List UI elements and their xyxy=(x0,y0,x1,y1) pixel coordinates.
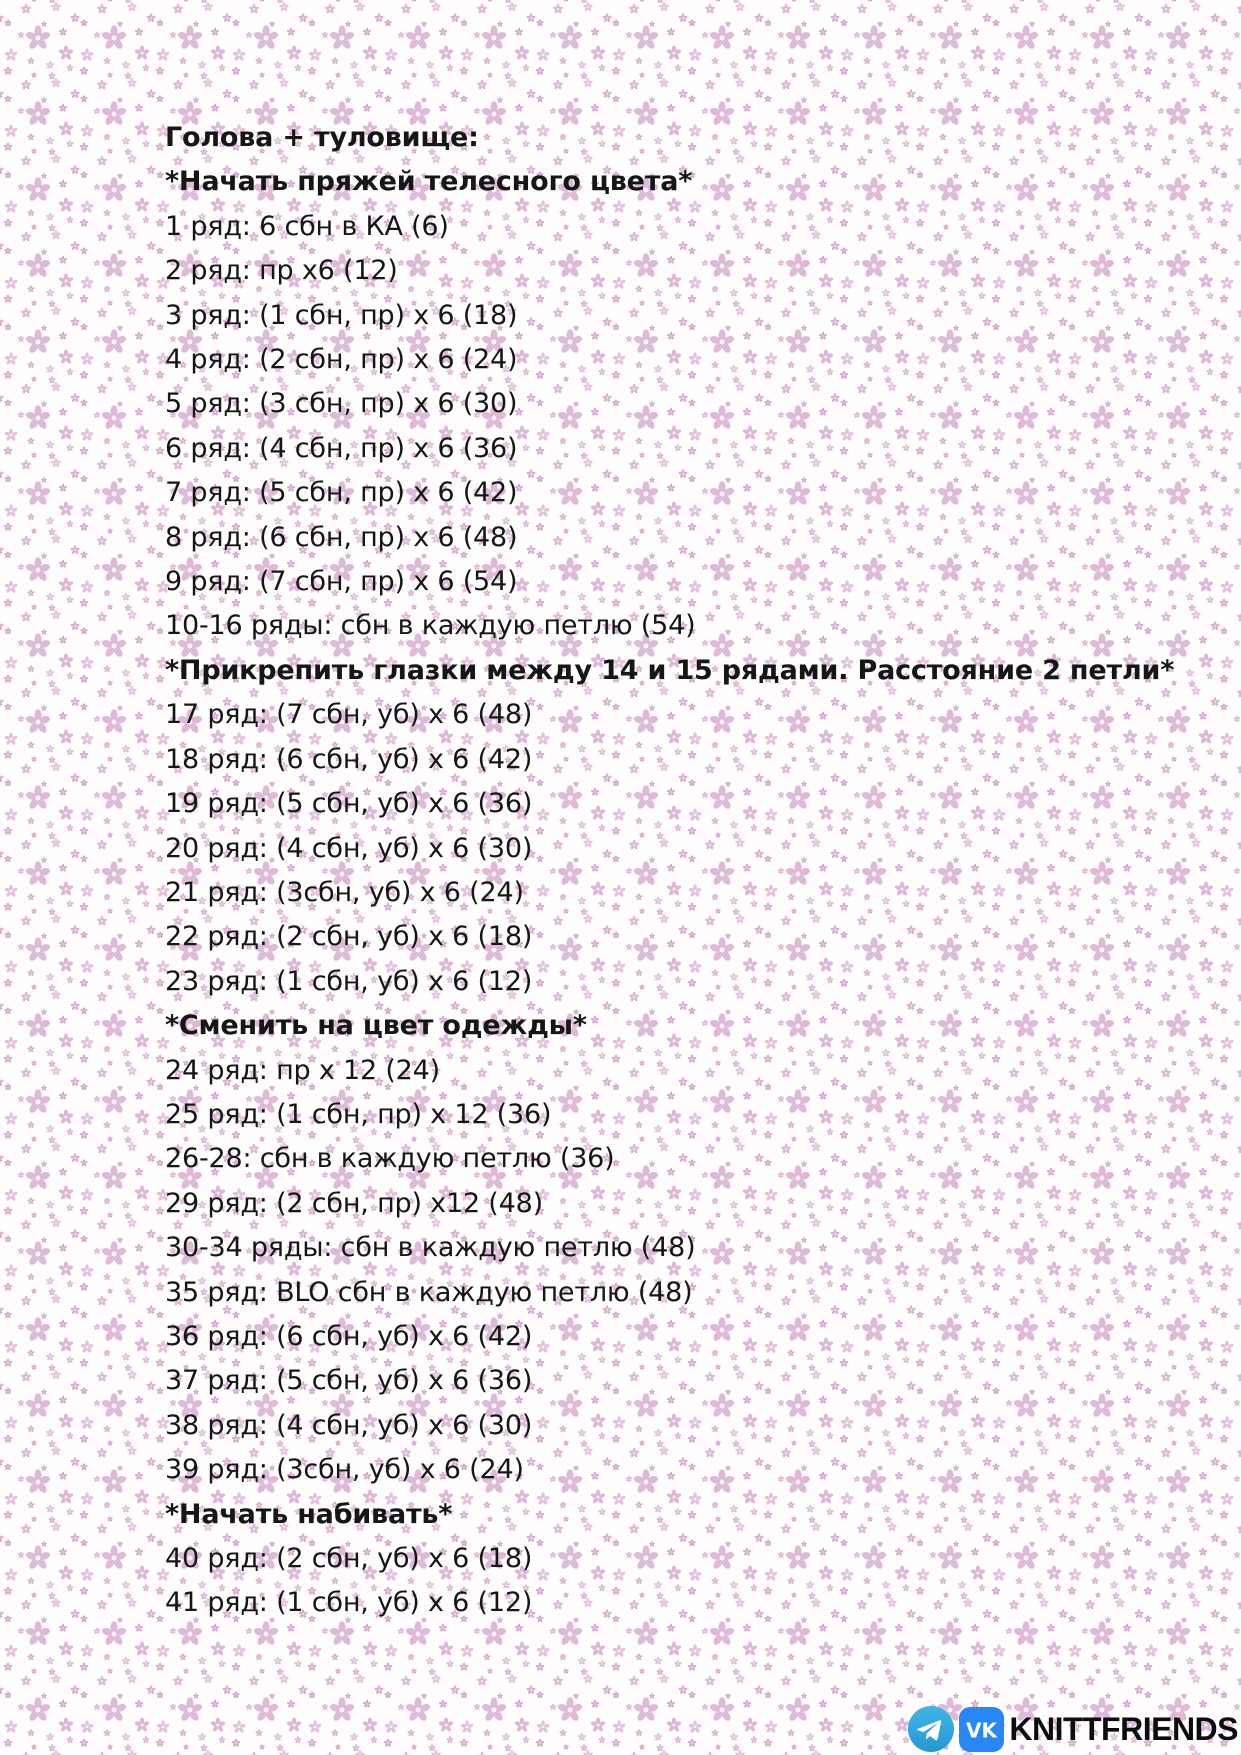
pattern-row: 10-16 ряды: сбн в каждую петлю (54) xyxy=(165,610,696,642)
pattern-row: 1 ряд: 6 сбн в КА (6) xyxy=(165,210,449,242)
pattern-row: 17 ряд: (7 сбн, уб) х 6 (48) xyxy=(165,699,533,731)
brand-name: KNITTFRIENDS xyxy=(1009,1711,1238,1747)
note-line: *Начать пряжей телесного цвета* xyxy=(165,166,693,198)
pattern-row: 41 ряд: (1 сбн, уб) х 6 (12) xyxy=(165,1587,533,1619)
pattern-row: 23 ряд: (1 сбн, уб) х 6 (12) xyxy=(165,965,533,997)
pattern-row: 8 ряд: (6 сбн, пр) х 6 (48) xyxy=(165,521,518,553)
pattern-row: 7 ряд: (5 сбн, пр) х 6 (42) xyxy=(165,477,518,509)
pattern-row: 38 ряд: (4 сбн, уб) х 6 (30) xyxy=(165,1409,533,1441)
pattern-row: 30-34 ряды: сбн в каждую петлю (48) xyxy=(165,1232,696,1264)
pattern-row: 4 ряд: (2 сбн, пр) х 6 (24) xyxy=(165,344,518,376)
pattern-row: 21 ряд: (3сбн, уб) х 6 (24) xyxy=(165,876,524,908)
vk-icon[interactable] xyxy=(959,1707,1004,1752)
pattern-row: 6 ряд: (4 сбн, пр) х 6 (36) xyxy=(165,432,518,464)
pattern-row: 2 ряд: пр х6 (12) xyxy=(165,255,398,287)
note-line: *Начать набивать* xyxy=(165,1498,453,1530)
pattern-row: 9 ряд: (7 сбн, пр) х 6 (54) xyxy=(165,566,518,598)
pattern-row: 35 ряд: BLO сбн в каждую петлю (48) xyxy=(165,1276,693,1308)
pattern-row: 40 ряд: (2 сбн, уб) х 6 (18) xyxy=(165,1543,533,1574)
pattern-row: 22 ряд: (2 сбн, уб) х 6 (18) xyxy=(165,921,533,953)
pattern-row: 24 ряд: пр х 12 (24) xyxy=(165,1054,440,1086)
pattern-row: 5 ряд: (3 сбн, пр) х 6 (30) xyxy=(165,388,518,420)
pattern-row: 26-28: сбн в каждую петлю (36) xyxy=(165,1143,615,1175)
footer-brand xyxy=(908,1706,1238,1752)
pattern-row: 39 ряд: (3сбн, уб) х 6 (24) xyxy=(165,1454,524,1486)
section-title: Голова + туловище: xyxy=(165,122,479,153)
pattern-row: 25 ряд: (1 сбн, пр) х 12 (36) xyxy=(165,1098,552,1130)
vk-logo-letters: VK xyxy=(966,1718,998,1742)
pattern-row: 36 ряд: (6 сбн, уб) х 6 (42) xyxy=(165,1320,533,1352)
note-line: *Прикрепить глазки между 14 и 15 рядами. Расстояние 2 петли* xyxy=(165,654,1175,686)
pattern-row: 18 ряд: (6 сбн, уб) х 6 (42) xyxy=(165,743,533,775)
telegram-icon[interactable] xyxy=(908,1706,954,1752)
pattern-row: 20 ряд: (4 сбн, уб) х 6 (30) xyxy=(165,832,533,864)
note-line: *Сменить на цвет одежды* xyxy=(165,1010,587,1042)
pattern-row: 29 ряд: (2 сбн, пр) х12 (48) xyxy=(165,1187,543,1219)
pattern-row: 19 ряд: (5 сбн, уб) х 6 (36) xyxy=(165,788,533,820)
crochet-pattern-text xyxy=(165,116,1235,1626)
pattern-row: 3 ряд: (1 сбн, пр) х 6 (18) xyxy=(165,299,518,331)
pattern-row: 37 ряд: (5 сбн, уб) х 6 (36) xyxy=(165,1365,533,1397)
